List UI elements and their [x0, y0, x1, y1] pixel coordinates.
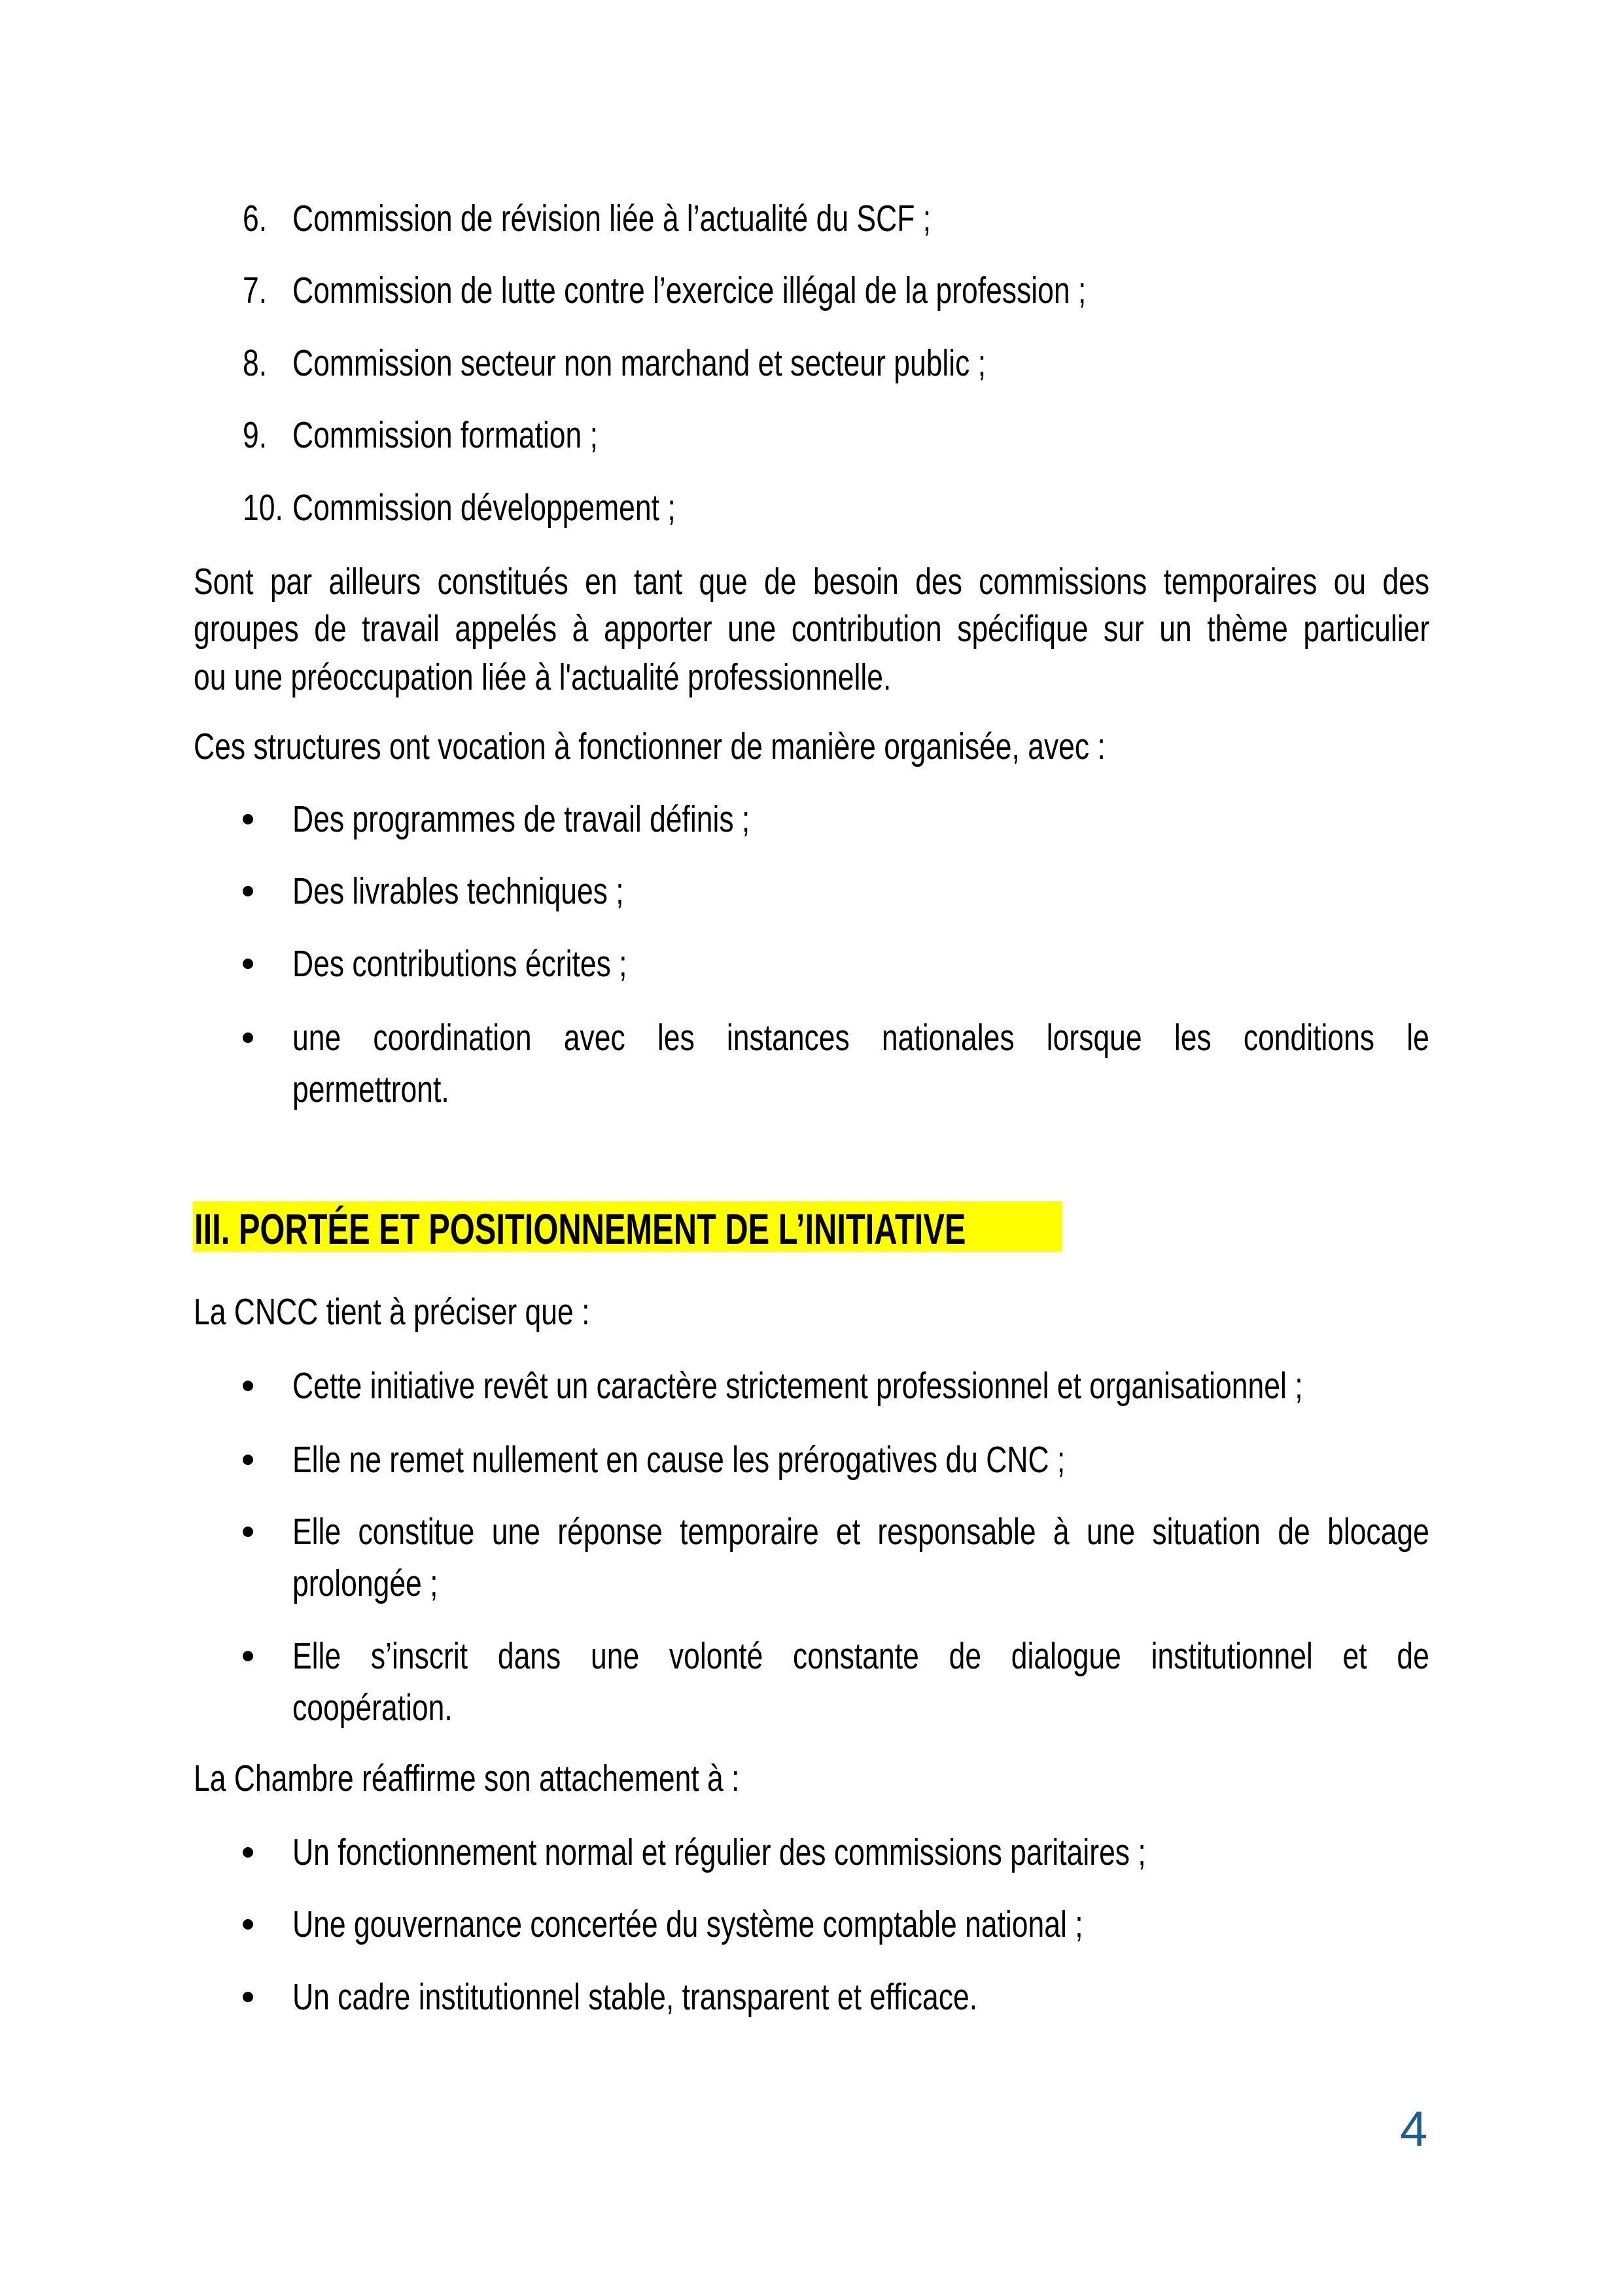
section-heading [194, 1205, 1237, 1253]
bullet-item [292, 865, 718, 917]
bullet-icon [243, 814, 253, 824]
bullet-item [292, 1971, 1170, 2023]
list-item-text [292, 409, 684, 461]
list-number: 10. [243, 487, 283, 529]
list-item-text [292, 337, 1181, 389]
list-number: 9. [243, 414, 268, 456]
bullet-icon [243, 1992, 253, 2002]
bullet-text: Un cadre institutionnel stable, transparent et efficace. [292, 1976, 978, 2018]
paragraph-structures [194, 720, 1363, 773]
bullet-text: prolongée ; [292, 1563, 438, 1604]
list-item [243, 264, 274, 317]
bullet-icon [243, 959, 253, 969]
bullet-text: Un fonctionnement normal et régulier des commissions paritaires ; [292, 1831, 1146, 1873]
paragraph-line-text: ou une préoccupation liée à l'actualité professionnelle. [194, 656, 892, 698]
bullet-item-continuation [292, 1682, 498, 1734]
paragraph-line: groupes de travail appelés à apporter une contribution spécifique sur un thème particulier [194, 608, 1430, 650]
bullet-text: permettront. [292, 1069, 449, 1110]
list-number: 7. [243, 270, 268, 311]
list-item [243, 337, 274, 389]
bullet-item: Elle s’inscrit dans une volonté constante de dialogue institutionnel et de [292, 1635, 1429, 1677]
bullet-text: Des programmes de travail définis ; [292, 798, 750, 840]
list-text: Commission formation ; [292, 414, 598, 456]
paragraph-line: Sont par ailleurs constitués en tant que de besoin des commissions temporaires ou des [194, 561, 1430, 603]
bullet-item-continuation [292, 1063, 493, 1116]
bullet-text: Des contributions écrites ; [292, 943, 627, 985]
list-number: 6. [243, 198, 268, 239]
list-item-text [292, 482, 784, 534]
paragraph-text: La CNCC tient à préciser que : [194, 1291, 590, 1333]
bullet-item-continuation [292, 1557, 479, 1610]
bullet-icon [243, 1847, 253, 1858]
section-heading-text: III. PORTÉE ET POSITIONNEMENT DE L’INITIATIVE [194, 1205, 966, 1253]
bullet-icon [243, 1381, 253, 1391]
list-item-text [292, 192, 1111, 245]
bullet-text: Cette initiative revêt un caractère strictement professionnel et organisationnel ; [292, 1365, 1303, 1407]
bullet-text: Elle ne remet nullement en cause les prérogatives du CNC ; [292, 1439, 1066, 1481]
bullet-text: Des livrables techniques ; [292, 870, 624, 912]
bullet-item [292, 1826, 1387, 1879]
list-number: 8. [243, 342, 268, 384]
bullet-item [292, 1898, 1306, 1951]
list-text: Commission de lutte contre l’exercice illégal de la profession ; [292, 270, 1087, 311]
list-item [243, 409, 274, 461]
paragraph-text: Ces structures ont vocation à fonctionner de manière organisée, avec : [194, 726, 1106, 768]
bullet-item [292, 1434, 1283, 1486]
list-item-text [292, 264, 1310, 317]
list-item [243, 482, 294, 534]
bullet-item: une coordination avec les instances nationales lorsque les conditions le [292, 1017, 1429, 1059]
bullet-icon [243, 1919, 253, 1930]
paragraph-text: La Chambre réaffirme son attachement à : [194, 1757, 740, 1799]
bullet-item: Elle constitue une réponse temporaire et responsable à une situation de blocage [292, 1511, 1429, 1553]
bullet-item [292, 793, 879, 845]
bullet-item [292, 938, 722, 990]
paragraph-line [194, 651, 1088, 703]
bullet-icon [243, 1033, 253, 1043]
bullet-text: coopération. [292, 1687, 453, 1729]
bullet-icon [243, 1455, 253, 1465]
page-number: 4 [1400, 2102, 1428, 2157]
bullet-item [292, 1360, 1588, 1412]
list-text: Commission secteur non marchand et secteur public ; [292, 342, 986, 384]
paragraph-cncc-precise [194, 1286, 701, 1338]
bullet-icon [243, 1651, 253, 1661]
bullet-icon [243, 1527, 253, 1537]
list-text: Commission développement ; [292, 487, 676, 529]
bullet-text: Une gouvernance concertée du système comptable national ; [292, 1903, 1083, 1945]
list-item [243, 192, 274, 245]
list-text: Commission de révision liée à l’actualité du SCF ; [292, 198, 932, 239]
bullet-icon [243, 886, 253, 896]
paragraph-chambre-reaffirme [194, 1752, 894, 1805]
